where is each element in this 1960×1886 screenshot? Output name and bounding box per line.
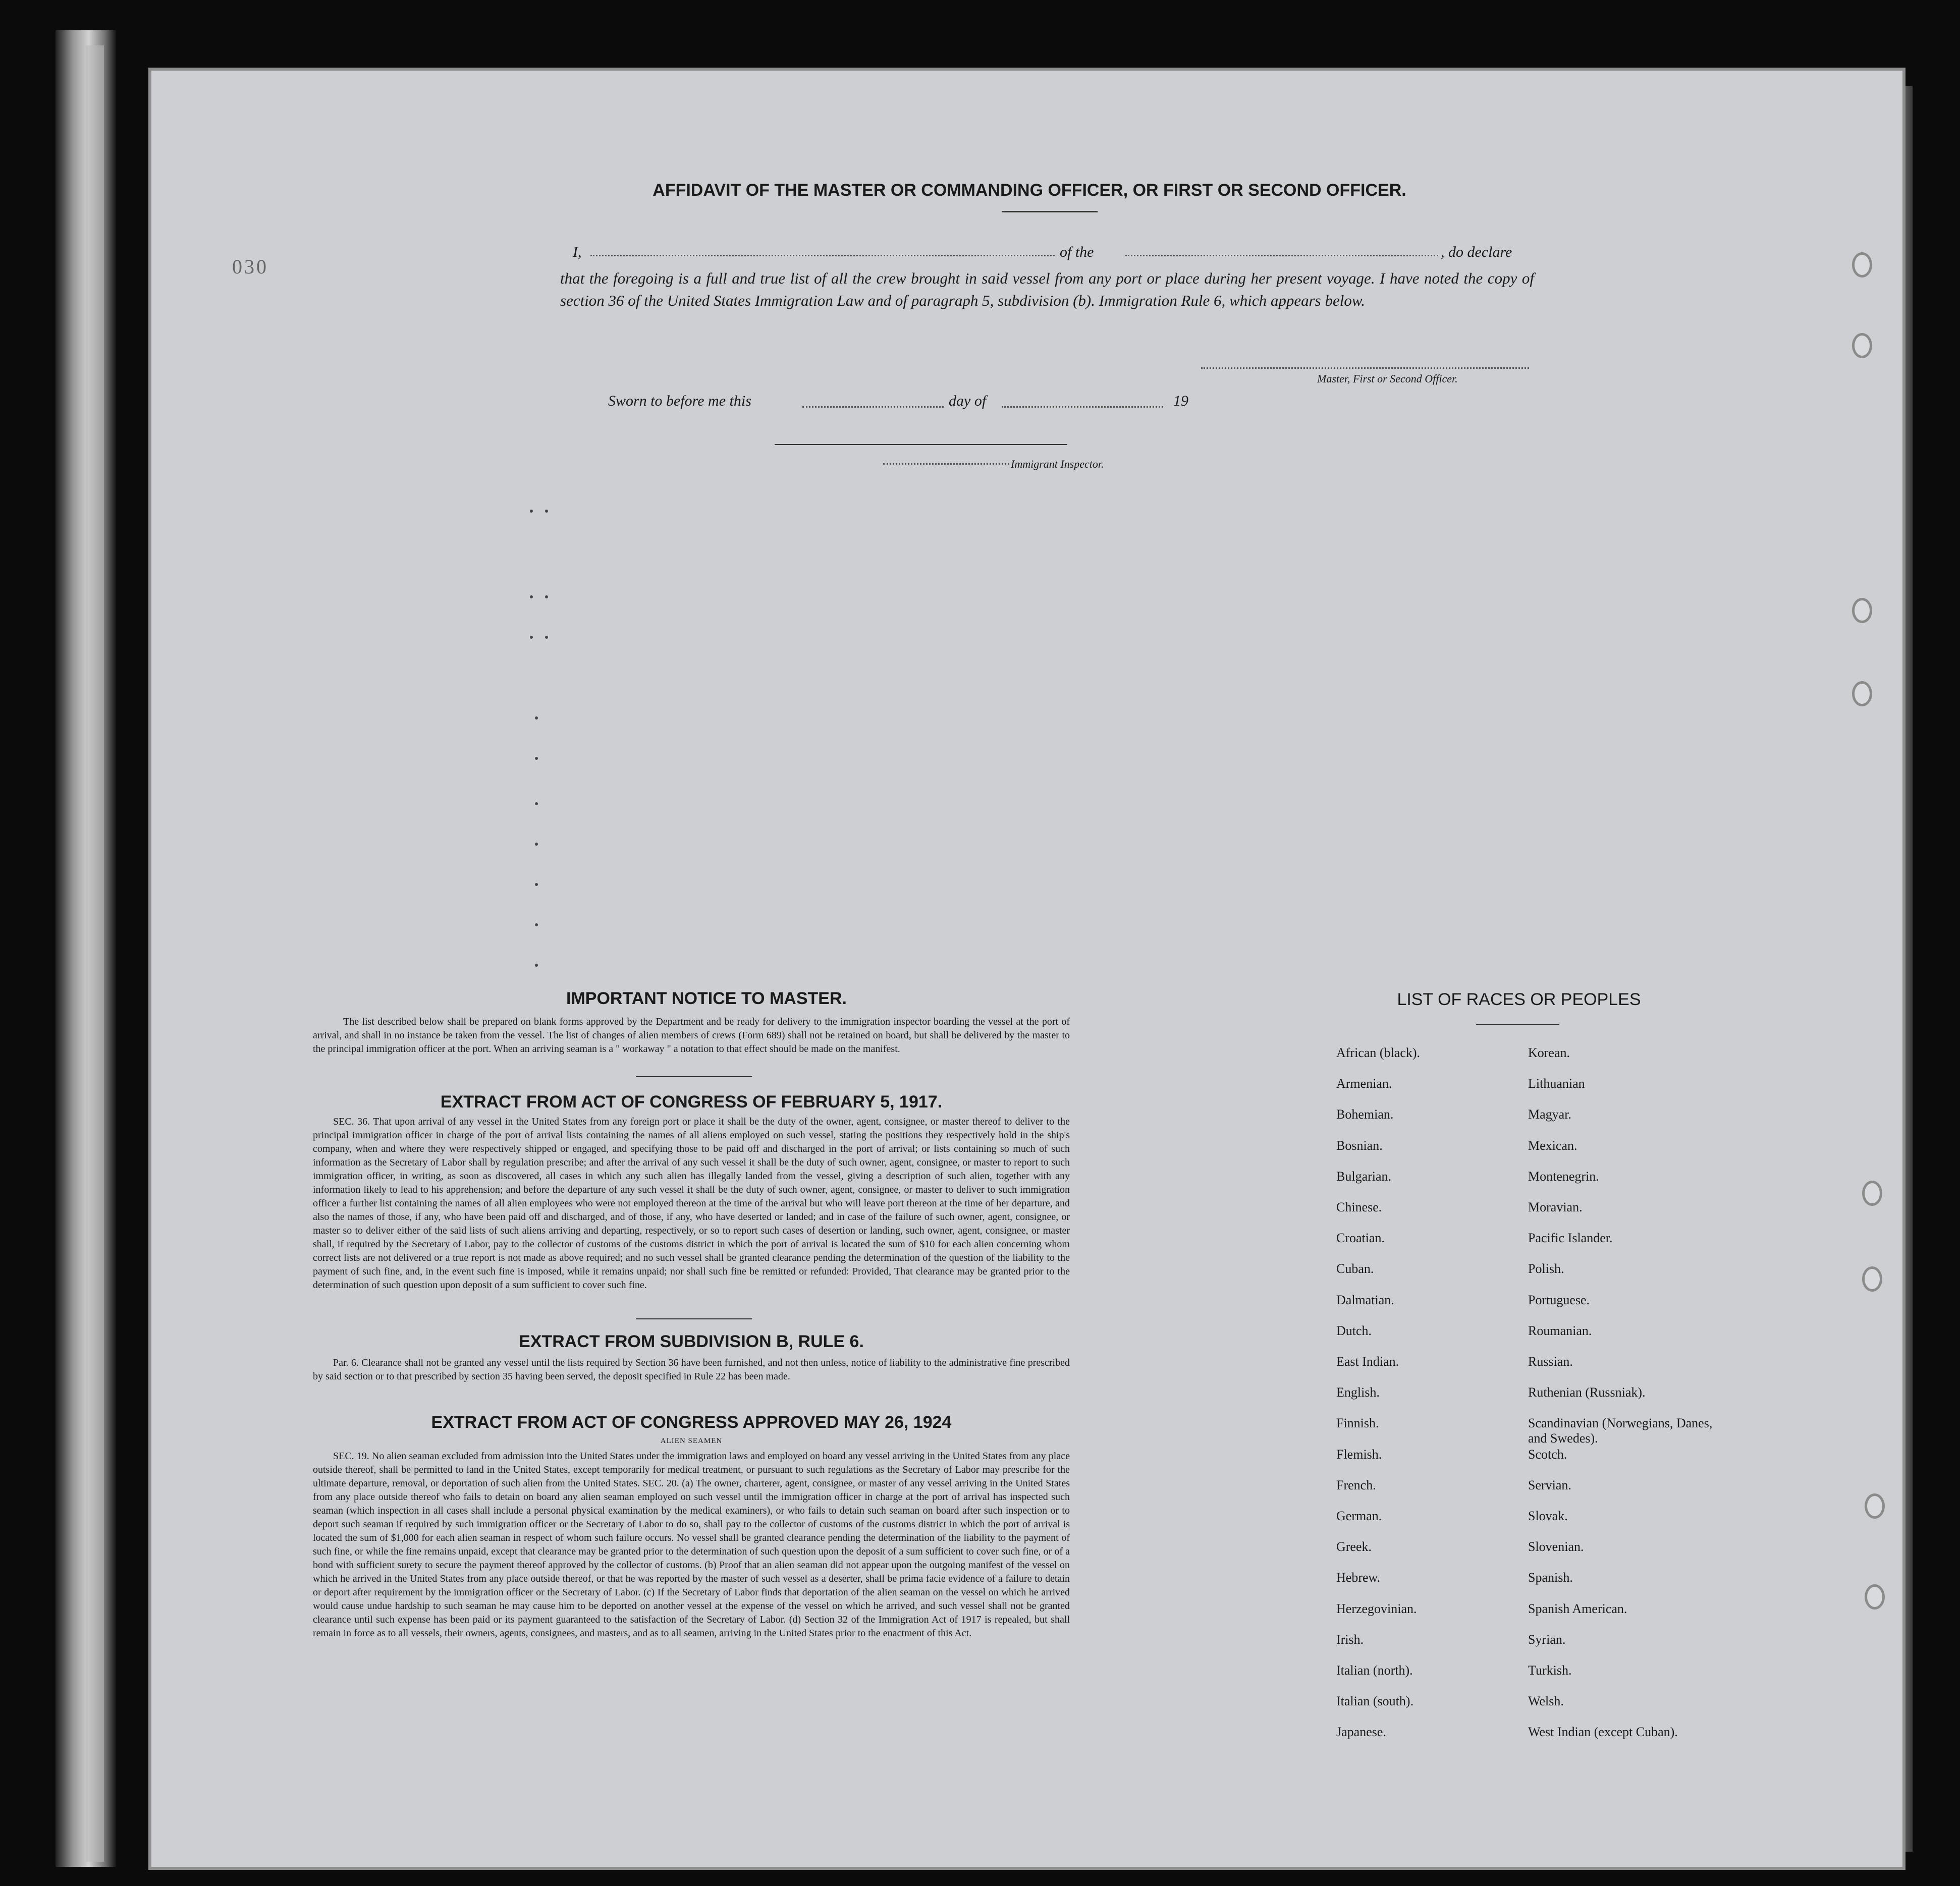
column-dot [545,510,548,513]
race-list-item: Slovenian. [1528,1539,1584,1555]
column-dot [530,510,533,513]
race-list-item: Chinese. [1336,1200,1382,1214]
sworn-day-of-label: day of [949,393,987,409]
race-list-item: East Indian. [1336,1354,1399,1369]
extract-1924-title: EXTRACT FROM ACT OF CONGRESS APPROVED MAY 26, 1924 [431,1413,952,1432]
divider [1476,1024,1559,1025]
race-list-item: West Indian (except Cuban). [1528,1725,1678,1740]
affidavit-i-label: I, [573,244,582,260]
sworn-month-field[interactable] [1002,406,1163,408]
race-list-item: Moravian. [1528,1200,1583,1214]
extract-1924-subtitle: ALIEN SEAMEN [660,1437,723,1445]
extract-rule6-title: EXTRACT FROM SUBDIVISION B, RULE 6. [519,1332,864,1351]
race-list-item: Dutch. [1336,1323,1372,1338]
column-dot [530,636,533,639]
affidavit-of-the-label: of the [1060,244,1094,260]
race-list-item: Irish. [1336,1632,1364,1647]
sworn-label: Sworn to before me this [608,393,751,409]
race-list-item: Bosnian. [1336,1138,1383,1153]
race-list-item: Portuguese. [1528,1292,1590,1307]
notice-body: The list described below shall be prepared on blank forms approved by the Department and be ready for delivery to the immigration inspector boarding the vessel at the port of arrival, and shall in no instance be taken from the vessel. The list of changes of alien members of crews (Form 689) shall not be retained on board, but shall be delivered by the master to the principal immigration officer at the port. When an arriving seaman is a " workaway " a notation to that effect should be made on the manifest. [313,1016,1070,1055]
race-list-item: Hebrew. [1336,1570,1381,1585]
column-dot [530,595,533,598]
race-list-item: German. [1336,1509,1382,1523]
race-list-item: Herzegovinian. [1336,1601,1417,1616]
race-list-item: French. [1336,1477,1376,1492]
column-dot [535,964,538,967]
race-list-item: Greek. [1336,1539,1372,1555]
race-list-item: English. [1336,1385,1380,1400]
inspector-signature-line [775,444,1067,445]
race-list-item: Pacific Islander. [1528,1231,1613,1246]
column-dot [535,716,538,719]
officer-name-field[interactable] [590,255,1055,256]
race-list-item: Syrian. [1528,1632,1566,1647]
race-list-item: Servian. [1528,1477,1571,1492]
race-list-item: Dalmatian. [1336,1292,1394,1307]
race-list-item: Scotch. [1528,1447,1567,1462]
race-list-item: Ruthenian (Russniak). [1528,1385,1646,1400]
race-list-item: Lithuanian [1528,1076,1585,1091]
affidavit-declare-label: , do declare [1441,244,1512,260]
race-list-item: Armenian. [1336,1076,1392,1091]
extract-rule6-body: Par. 6. Clearance shall not be granted any vessel until the lists required by Section 36 have been furnished, and not then unless, notice of liability to the administrative fine prescribed by said section or to that prescribed by section 35 having been served, the deposit specified in Rule 22 has been made. [313,1357,1070,1382]
race-list-item: Bohemian. [1336,1107,1394,1122]
punch-hole-icon [1865,1584,1885,1610]
punch-hole-icon [1852,333,1872,358]
column-dot [545,636,548,639]
book-binding-highlight [86,45,104,1862]
affidavit-title: AFFIDAVIT OF THE MASTER OR COMMANDING OFFICER, OR FIRST OR SECOND OFFICER. [652,181,1406,200]
race-list-item: Italian (north). [1336,1663,1413,1678]
race-list-item: Cuban. [1336,1261,1374,1277]
inspector-signature-field[interactable] [883,463,1009,465]
punch-hole-icon [1862,1266,1882,1292]
extract-1917-title: EXTRACT FROM ACT OF CONGRESS OF FEBRUARY 5, 1917. [440,1092,943,1112]
column-dot [535,843,538,846]
races-title: LIST OF RACES OR PEOPLES [1397,990,1641,1009]
column-dot [535,923,538,926]
race-list-item: Turkish. [1528,1663,1572,1678]
notice-title: IMPORTANT NOTICE TO MASTER. [566,989,847,1008]
race-list-item: Montenegrin. [1528,1169,1599,1184]
master-signature-caption: Master, First or Second Officer. [1317,372,1458,385]
race-list-item: Slovak. [1528,1509,1568,1523]
inspector-caption: Immigrant Inspector. [1011,458,1104,470]
race-list-item: Mexican. [1528,1138,1577,1153]
vessel-name-field[interactable] [1125,255,1438,256]
race-list-item: African (black). [1336,1045,1421,1060]
race-list-item: Roumanian. [1528,1323,1592,1338]
extract-1917-body: SEC. 36. That upon arrival of any vessel in the United States from any foreign port or place it shall be the duty of the owner, agent, consignee, or master thereof to deliver to the principal immigration officer in charge of the port of arrival lists containing the names of all aliens employed on such vessel, stating the positions they respectively hold in the ship's company, when and where they were respectively shipped or engaged, and specifying those to be paid off and discharged in the port of arrival; or lists containing so much of such information as the Secretary of Labor shall by regulation prescribe; and after the arrival of any such vessel it shall be the duty of such owner, agent, consignee, or master to report to such immigration officer, in writing, as soon as discovered, all cases in which any such alien has illegally landed from the vessel, giving a description of such alien, together with any information likely to lead to his apprehension; and before the departure of any such vessel it shall be the duty of such owner, agent, consignee, or master to deliver to such immigration officer a further list containing the names of all alien employees who were not employed thereon at the time of the arrival but who will leave port thereon at the time of her departure, and also the names of those, if any, who have been paid off and discharged, and of those, if any, who have deserted or landed; and in case of the failure of such owner, agent, consignee, or master so to deliver either of the said lists of such aliens arriving and departing, respectively, or so to report such cases of desertion or landing, such owner, agent, consignee, or master shall, if required by the Secretary of Labor, pay to the collector of customs of the customs district in which the port of arrival is located the sum of $10 for each alien concerning whom correct lists are not delivered or a true report is not made as above required; and no such vessel shall be granted clearance pending the determination of the question of the liability to the payment of such fine, and, in the event such fine is imposed, while it remains unpaid; nor shall such fine be remitted or refunded: Provided, That clearance may be granted prior to the determination of such question upon deposit of a sum sufficient to cover such fine. [313,1116,1070,1291]
punch-hole-icon [1852,681,1872,706]
race-list-item: Finnish. [1336,1416,1379,1431]
sworn-year-label: 19 [1173,393,1188,409]
race-list-item: Spanish American. [1528,1601,1627,1616]
margin-stamp-number: 030 [232,255,268,278]
punch-hole-icon [1852,252,1872,278]
divider [636,1076,752,1077]
race-list-item: Spanish. [1528,1570,1573,1585]
race-list-item: Scandinavian (Norwegians, Danes, and Swedes). [1528,1416,1713,1446]
race-list-item: Japanese. [1336,1725,1386,1740]
race-list-item: Korean. [1528,1045,1570,1060]
sworn-day-field[interactable] [802,406,944,408]
race-list-item: Russian. [1528,1354,1573,1369]
affidavit-body: that the foregoing is a full and true list of all the crew brought in said vessel from any port or place during her present voyage. I have noted the copy of section 36 of the United States Immigration Law and of paragraph 5, subdivision (b). Immigration Rule 6, which appears below. [560,269,1534,309]
race-list-item: Welsh. [1528,1694,1564,1709]
race-list-item: Polish. [1528,1261,1564,1277]
extract-1924-body: SEC. 19. No alien seaman excluded from admission into the United States under the immigration laws and employed on board any vessel arriving in the United States from any place outside thereof, shall be permitted to land in the United States, except temporarily for medical treatment, or pursuant to such regulations as the Secretary of Labor may prescribe for the ultimate departure, removal, or deportation of such alien from the United States. SEC. 20. (a) The owner, charterer, agent, consignee, or master of any vessel arriving in the United States from any place outside thereof who fails to detain on board any alien seaman employed on such vessel until the immigration officer in charge at the port of arrival has inspected such seaman (which inspection in all cases shall include a personal physical examination by the medical examiners), or who fails to detain such seaman on board after such inspection or to deport such seaman if required by such immigration officer or the Secretary of Labor to do so, shall pay to the collector of customs of the customs district in which the port of arrival is located the sum of $1,000 for each alien seaman in respect of whom such failure occurs. No vessel shall be granted clearance pending the determination of the liability to the payment of such fine, or while the fine remains unpaid, except that clearance may be granted prior to the determination of such question upon the deposit of a sum sufficient to cover such fine, or of a bond with sufficient surety to secure the payment thereof approved by the collector of customs. (b) Proof that an alien seaman did not appear upon the outgoing manifest of the vessel on which he arrived in the United States from any place outside thereof, or that he was reported by the master of such vessel as a deserter, shall be prima facie evidence of a failure to detain or deport after requirement by the immigration officer or the Secretary of Labor. (c) If the Secretary of Labor finds that deportation of the alien seaman on the vessel on which he arrived would cause undue hardship to such seaman he may cause him to be deported on another vessel at the expense of the vessel on which he arrived, and such vessel shall not be granted clearance until such expense has been paid or its payment guaranteed to the satisfaction of the Secretary of Labor. (d) Section 32 of the Immigration Act of 1917 is repealed, but shall remain in force as to all vessels, their owners, agents, consignees, and masters, and as to all seamen, arriving in the United States prior to the enactment of this Act. [313,1451,1070,1639]
race-list-item: Bulgarian. [1336,1169,1392,1184]
column-dot [535,802,538,805]
punch-hole-icon [1852,598,1872,623]
race-list-item: Croatian. [1336,1231,1385,1246]
column-dot [545,595,548,598]
race-list-item: Flemish. [1336,1447,1382,1462]
punch-hole-icon [1862,1181,1882,1206]
race-list-item: Magyar. [1528,1107,1571,1122]
column-dot [535,883,538,886]
master-signature-field[interactable] [1201,367,1529,369]
punch-hole-icon [1865,1493,1885,1519]
divider [636,1318,752,1319]
race-list-item: Italian (south). [1336,1694,1414,1709]
title-underline [1002,211,1098,212]
column-dot [535,757,538,760]
